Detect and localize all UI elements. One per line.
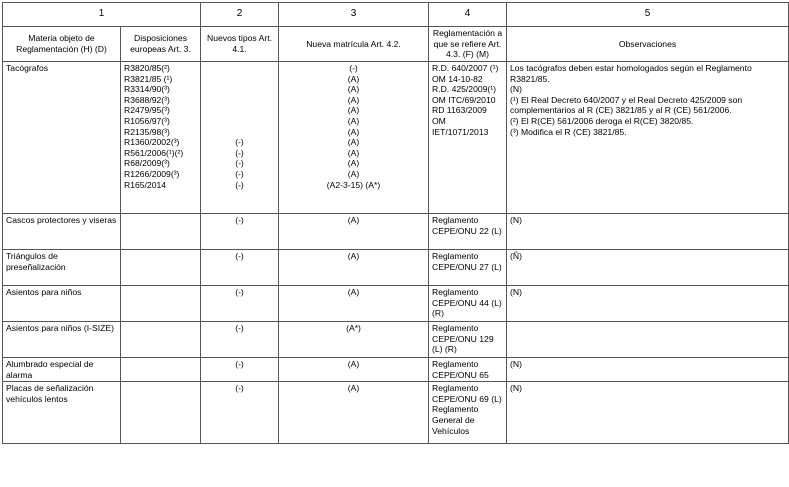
column-number-4: 4 bbox=[429, 3, 507, 27]
nuevos-tipos-line: (-) bbox=[235, 323, 244, 333]
column-header-row bbox=[3, 27, 789, 62]
header-nueva-matricula: Nueva matrícula Art. 4.2. bbox=[279, 27, 429, 62]
nueva-matricula-line: (A2-3-15) (A*) bbox=[326, 179, 381, 190]
nueva-matricula-line: (A) bbox=[347, 287, 360, 297]
reglamentacion-cell bbox=[429, 286, 507, 322]
nueva-matricula-line: (A) bbox=[347, 105, 360, 116]
nueva-matricula-line: (A*) bbox=[346, 323, 361, 333]
disposiciones-cell bbox=[121, 250, 201, 286]
observaciones-line: (N) bbox=[510, 84, 522, 95]
disposiciones-line: R1056/97(³) bbox=[124, 115, 170, 126]
table-row bbox=[3, 358, 789, 382]
table-row bbox=[3, 286, 789, 322]
nueva-matricula-cell bbox=[279, 214, 429, 250]
disposiciones-line: R165/2014 bbox=[124, 179, 167, 190]
reglamentacion-cell bbox=[429, 250, 507, 286]
disposiciones-line: R1360/2002(³) bbox=[124, 137, 180, 148]
disposiciones-line: R3821/85 (¹) bbox=[124, 73, 173, 84]
nueva-matricula-line: (A) bbox=[347, 168, 360, 179]
nuevos-tipos-line bbox=[204, 63, 275, 74]
reglamentacion-line: OM 14-10-82 bbox=[432, 73, 483, 84]
column-number-1: 1 bbox=[3, 3, 201, 27]
disposiciones-cell bbox=[121, 286, 201, 322]
nueva-matricula-line: (A) bbox=[347, 359, 360, 369]
nueva-matricula-line: (A) bbox=[347, 115, 360, 126]
nueva-matricula-line: (A) bbox=[347, 215, 360, 225]
materia-label: Triángulos de preseñalización bbox=[6, 251, 66, 272]
nuevos-tipos-cell bbox=[201, 250, 279, 286]
nuevos-tipos-line: (-) bbox=[235, 215, 244, 225]
observaciones-cell bbox=[507, 250, 789, 286]
column-number-3: 3 bbox=[279, 3, 429, 27]
reglamentacion-line: R.D. 425/2009(¹) bbox=[432, 84, 497, 95]
nuevos-tipos-line: (-) bbox=[235, 287, 244, 297]
materia-cell bbox=[3, 62, 121, 214]
nueva-matricula-line: (A) bbox=[347, 73, 360, 84]
disposiciones-cell bbox=[121, 358, 201, 382]
header-reglamentacion: Reglamentación a que se refiere Art. 4.3. (F) (M) bbox=[429, 27, 507, 62]
reglamentacion-cell bbox=[429, 322, 507, 358]
observaciones-line: (N) bbox=[510, 287, 522, 297]
observaciones-cell bbox=[507, 322, 789, 358]
nuevos-tipos-line bbox=[204, 84, 275, 95]
disposiciones-line: R561/2006(¹)(²) bbox=[124, 147, 184, 158]
header-nuevos-tipos: Nuevos tipos Art. 4.1. bbox=[201, 27, 279, 62]
materia-label: Asientos para niños bbox=[6, 287, 82, 297]
materia-cell bbox=[3, 382, 121, 444]
nuevos-tipos-line: (-) bbox=[235, 359, 244, 369]
observaciones-line: (³) Modifica el R (CE) 3821/85. bbox=[510, 126, 627, 137]
nueva-matricula-cell bbox=[279, 358, 429, 382]
column-number-2: 2 bbox=[201, 3, 279, 27]
disposiciones-line: R3314/90(³) bbox=[124, 84, 170, 95]
reglamentacion-cell bbox=[429, 382, 507, 444]
reglamentacion-cell bbox=[429, 358, 507, 382]
observaciones-cell bbox=[507, 214, 789, 250]
materia-cell bbox=[3, 358, 121, 382]
nuevos-tipos-line bbox=[204, 74, 275, 85]
regulation-table bbox=[2, 2, 789, 444]
nueva-matricula-line: (A) bbox=[347, 158, 360, 169]
reglamentacion-line: Reglamento CEPE/ONU 22 (L) bbox=[432, 215, 502, 236]
observaciones-cell bbox=[507, 62, 789, 214]
disposiciones-cell bbox=[121, 322, 201, 358]
table-row bbox=[3, 322, 789, 358]
table-row bbox=[3, 382, 789, 444]
materia-cell bbox=[3, 286, 121, 322]
nueva-matricula-cell bbox=[279, 62, 429, 214]
reglamentacion-line: Reglamento General de Vehículos bbox=[432, 404, 479, 436]
disposiciones-cell bbox=[121, 62, 201, 214]
reglamentacion-cell bbox=[429, 214, 507, 250]
nueva-matricula-line: (A) bbox=[347, 147, 360, 158]
disposiciones-line: R68/2009(³) bbox=[124, 158, 170, 169]
nuevos-tipos-line: (-) bbox=[235, 147, 244, 158]
observaciones-line: (Ñ) bbox=[510, 251, 522, 261]
reglamentacion-line: Reglamento CEPE/ONU 65 bbox=[432, 359, 489, 380]
nuevos-tipos-cell bbox=[201, 322, 279, 358]
table-body bbox=[3, 62, 789, 444]
observaciones-cell bbox=[507, 358, 789, 382]
materia-cell bbox=[3, 250, 121, 286]
nuevos-tipos-line bbox=[204, 105, 275, 116]
observaciones-line: Los tacógrafos deben estar homologados según el Reglamento R3821/85. bbox=[510, 63, 752, 84]
nuevos-tipos-line bbox=[204, 127, 275, 138]
reglamentacion-line: OM ITC/69/2010 bbox=[432, 94, 496, 105]
header-materia: Materia objeto de Reglamentación (H) (D) bbox=[3, 27, 121, 62]
table-row bbox=[3, 214, 789, 250]
nueva-matricula-line: (A) bbox=[347, 251, 360, 261]
disposiciones-line: R2135/98(³) bbox=[124, 126, 170, 137]
observaciones-line: (¹) El Real Decreto 640/2007 y el Real Decreto 425/2009 son complementarios al R (CE) 3821/85 y al R (CE) 561/2006. bbox=[510, 94, 743, 116]
observaciones-cell bbox=[507, 286, 789, 322]
nueva-matricula-line: (A) bbox=[347, 94, 360, 105]
nueva-matricula-line: (A) bbox=[347, 137, 360, 148]
table-row bbox=[3, 62, 789, 214]
nuevos-tipos-line: (-) bbox=[235, 383, 244, 394]
nueva-matricula-cell bbox=[279, 382, 429, 444]
nueva-matricula-cell bbox=[279, 322, 429, 358]
disposiciones-line: R3820/85(²) bbox=[124, 63, 170, 73]
reglamentacion-line: Reglamento CEPE/ONU 129 (L) (R) bbox=[432, 323, 494, 355]
observaciones-line: (N) bbox=[510, 215, 522, 225]
disposiciones-cell bbox=[121, 214, 201, 250]
reglamentacion-line: RD 1163/2009 bbox=[432, 105, 487, 116]
header-disposiciones: Disposiciones europeas Art. 3. bbox=[121, 27, 201, 62]
materia-cell bbox=[3, 322, 121, 358]
observaciones-line: (N) bbox=[510, 359, 522, 369]
nuevos-tipos-line: (-) bbox=[235, 158, 244, 169]
nueva-matricula-line: (-) bbox=[349, 63, 358, 73]
disposiciones-line: R1266/2009(³) bbox=[124, 168, 180, 179]
column-number-row bbox=[3, 3, 789, 27]
nueva-matricula-line: (A) bbox=[347, 126, 360, 137]
nuevos-tipos-line: (-) bbox=[235, 251, 244, 261]
nueva-matricula-cell bbox=[279, 250, 429, 286]
materia-label: Alumbrado especial de alarma bbox=[6, 359, 94, 380]
materia-label: Cascos protectores y viseras bbox=[6, 215, 117, 225]
nuevos-tipos-cell bbox=[201, 358, 279, 382]
header-observaciones: Observaciones bbox=[507, 27, 789, 62]
reglamentacion-line: R.D. 640/2007 (¹) bbox=[432, 63, 499, 73]
nuevos-tipos-line bbox=[204, 95, 275, 106]
nuevos-tipos-cell bbox=[201, 286, 279, 322]
nueva-matricula-cell bbox=[279, 286, 429, 322]
observaciones-line: (²) El R(CE) 561/2006 deroga el R(CE) 3820/85. bbox=[510, 115, 694, 126]
nueva-matricula-line: (A) bbox=[347, 383, 360, 394]
reglamentacion-line: Reglamento CEPE/ONU 44 (L) (R) bbox=[432, 287, 502, 319]
nuevos-tipos-line bbox=[204, 116, 275, 127]
nueva-matricula-line: (A) bbox=[347, 84, 360, 95]
observaciones-line: (N) bbox=[510, 383, 522, 394]
disposiciones-line: R3688/92(³) bbox=[124, 94, 170, 105]
reglamentacion-line: Reglamento CEPE/ONU 69 (L) bbox=[432, 383, 502, 404]
materia-label: Placas de señalización vehículos lentos bbox=[6, 383, 94, 404]
disposiciones-cell bbox=[121, 382, 201, 444]
nuevos-tipos-line: (-) bbox=[235, 168, 244, 179]
materia-label: Tacógrafos bbox=[6, 63, 49, 73]
table-row bbox=[3, 250, 789, 286]
reglamentacion-cell bbox=[429, 62, 507, 214]
column-number-5: 5 bbox=[507, 3, 789, 27]
observaciones-cell bbox=[507, 382, 789, 444]
reglamentacion-line: Reglamento CEPE/ONU 27 (L) bbox=[432, 251, 502, 272]
nuevos-tipos-cell bbox=[201, 62, 279, 214]
disposiciones-line: R2479/95(³) bbox=[124, 105, 170, 116]
nuevos-tipos-line: (-) bbox=[235, 137, 244, 148]
nuevos-tipos-cell bbox=[201, 214, 279, 250]
nuevos-tipos-line: (-) bbox=[235, 179, 244, 190]
reglamentacion-line: OM IET/1071/2013 bbox=[432, 115, 489, 137]
materia-cell bbox=[3, 214, 121, 250]
nuevos-tipos-cell bbox=[201, 382, 279, 444]
materia-label: Asientos para niños (I-SIZE) bbox=[6, 323, 114, 333]
